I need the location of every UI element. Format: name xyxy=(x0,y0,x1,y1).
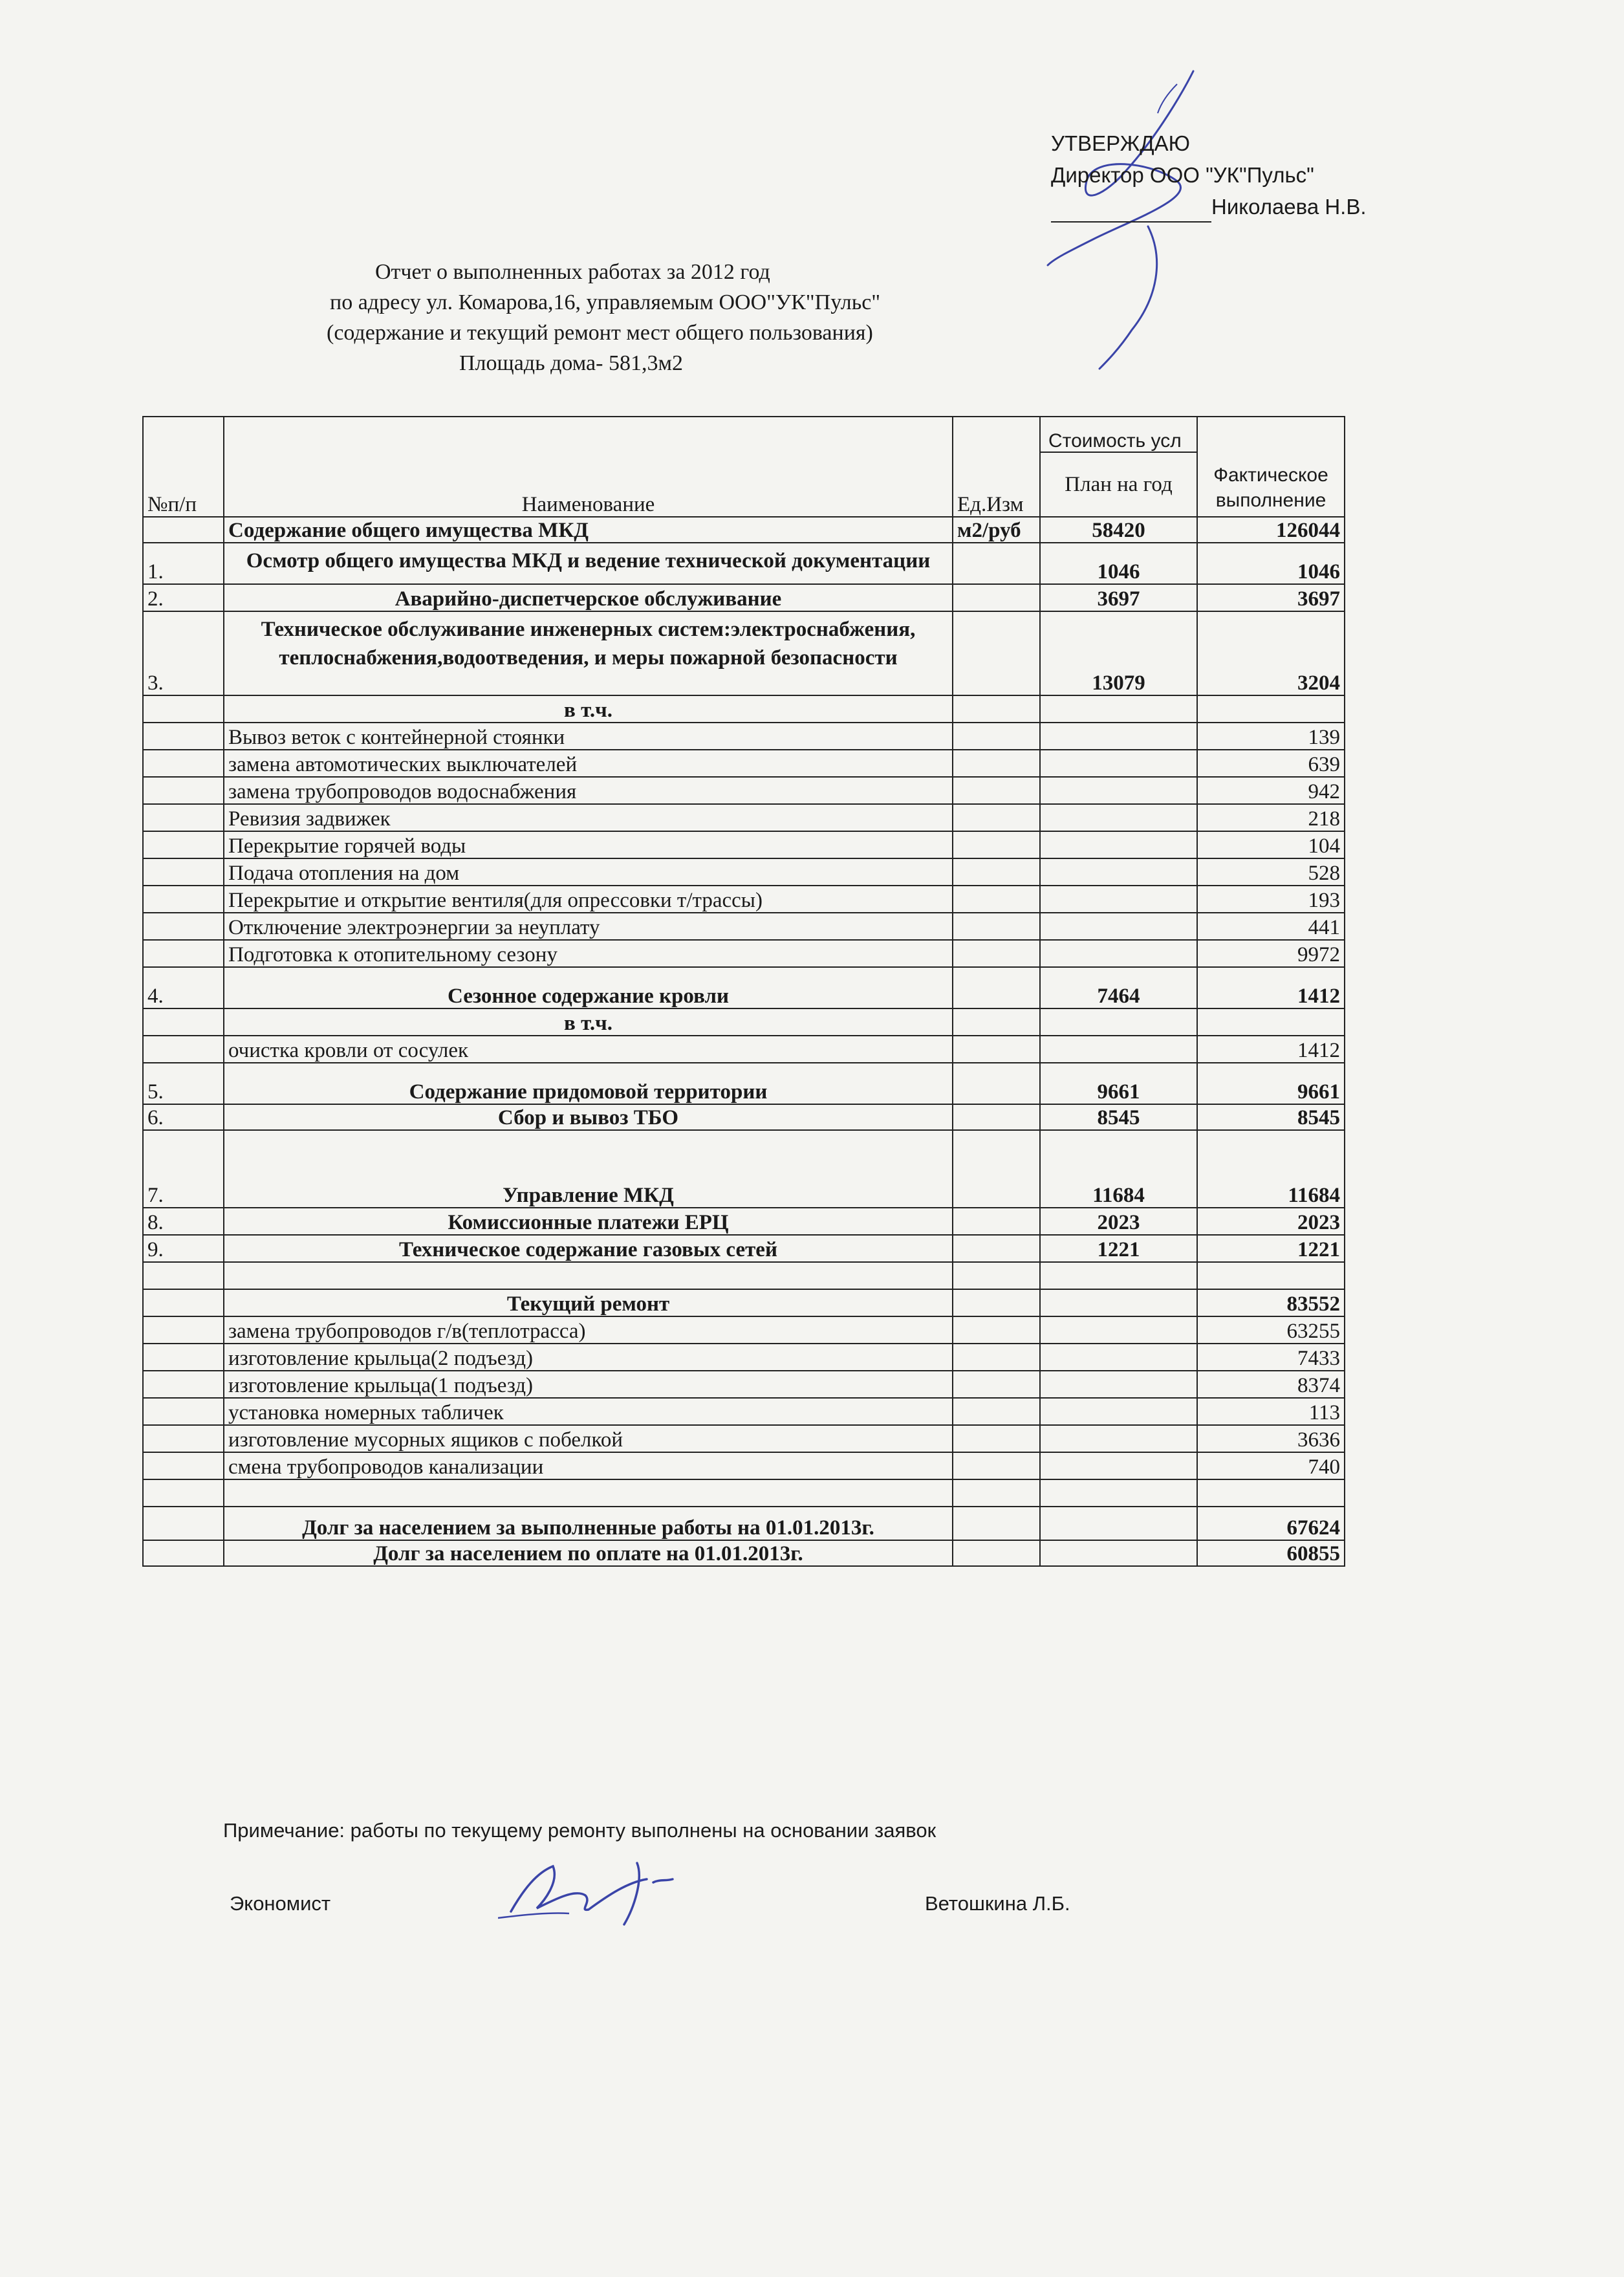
cell-fact: 8374 xyxy=(1197,1371,1345,1398)
cell-num xyxy=(143,750,224,777)
cell-plan xyxy=(1040,1262,1197,1289)
cell-unit xyxy=(953,611,1040,695)
cell-plan xyxy=(1040,913,1197,940)
cell-plan: 7464 xyxy=(1040,967,1197,1008)
cell-num xyxy=(143,886,224,913)
cell-plan: 13079 xyxy=(1040,611,1197,695)
table-row xyxy=(143,858,1345,886)
table-row xyxy=(143,1289,1345,1316)
cell-unit xyxy=(953,1371,1040,1398)
approval-title: УТВЕРЖДАЮ xyxy=(1051,131,1190,155)
cell-name: Отключение электроэнергии за неуплату xyxy=(224,913,953,940)
cell-name xyxy=(224,1479,953,1507)
header-fact: Фактическое выполнение xyxy=(1197,417,1345,517)
table-row xyxy=(143,1063,1345,1104)
table-row xyxy=(143,831,1345,858)
cell-unit xyxy=(953,858,1040,886)
cell-num: 5. xyxy=(143,1063,224,1104)
cell-unit xyxy=(953,1316,1040,1344)
cell-plan: 1221 xyxy=(1040,1235,1197,1262)
table-row xyxy=(143,517,1345,543)
approval-position: Директор ООО "УК"Пульс" xyxy=(1051,162,1314,187)
cell-fact: 9972 xyxy=(1197,940,1345,967)
cell-num: 1. xyxy=(143,543,224,584)
cell-unit xyxy=(953,1262,1040,1289)
cell-unit xyxy=(953,543,1040,584)
report-title: Отчет о выполненных работах за 2012 год xyxy=(375,260,770,284)
table-row xyxy=(143,1344,1345,1371)
cell-name: Ревизия задвижек xyxy=(224,804,953,831)
cell-plan: 8545 xyxy=(1040,1104,1197,1130)
cell-name: Аварийно-диспетчерское обслуживание xyxy=(224,584,953,611)
table-row xyxy=(143,1316,1345,1344)
cell-fact: 1221 xyxy=(1197,1235,1345,1262)
cell-unit xyxy=(953,777,1040,804)
cell-plan xyxy=(1040,723,1197,750)
cell-name: изготовление мусорных ящиков с побелкой xyxy=(224,1425,953,1452)
table-row xyxy=(143,777,1345,804)
cell-name: Долг за населением за выполненные работы на 01.01.2013г. xyxy=(224,1507,953,1540)
cell-plan xyxy=(1040,831,1197,858)
cell-num xyxy=(143,831,224,858)
cell-unit xyxy=(953,967,1040,1008)
table-row xyxy=(143,940,1345,967)
cell-fact: 7433 xyxy=(1197,1344,1345,1371)
cell-num xyxy=(143,1008,224,1036)
cell-plan xyxy=(1040,886,1197,913)
cell-num xyxy=(143,1540,224,1566)
cell-fact: 639 xyxy=(1197,750,1345,777)
cell-num xyxy=(143,695,224,723)
cell-unit xyxy=(953,1289,1040,1316)
cell-num xyxy=(143,1344,224,1371)
cell-name: очистка кровли от сосулек xyxy=(224,1036,953,1063)
cell-unit xyxy=(953,1344,1040,1371)
cell-plan: 58420 xyxy=(1040,517,1197,543)
cell-fact: 63255 xyxy=(1197,1316,1345,1344)
cell-fact: 11684 xyxy=(1197,1130,1345,1208)
cell-name: Перекрытие и открытие вентиля(для опрессовки т/трассы) xyxy=(224,886,953,913)
report-address: по адресу ул. Комарова,16, управляемым ООО"УК"Пульс" xyxy=(330,290,881,314)
cell-unit xyxy=(953,913,1040,940)
cell-plan: 11684 xyxy=(1040,1130,1197,1208)
cell-plan xyxy=(1040,1289,1197,1316)
cell-name: замена трубопроводов г/в(теплотрасса) xyxy=(224,1316,953,1344)
cell-fact xyxy=(1197,695,1345,723)
cell-num xyxy=(143,1289,224,1316)
cell-fact: 60855 xyxy=(1197,1540,1345,1566)
cell-num: 7. xyxy=(143,1130,224,1208)
cell-unit xyxy=(953,1208,1040,1235)
cell-name: замена трубопроводов водоснабжения xyxy=(224,777,953,804)
cell-unit xyxy=(953,584,1040,611)
cell-name: Техническое обслуживание инженерных систем:электроснабжения, теплоснабжения,водоотведения, и меры пожарной безопасности xyxy=(224,611,953,695)
cell-fact: 139 xyxy=(1197,723,1345,750)
cell-unit xyxy=(953,1235,1040,1262)
cell-num xyxy=(143,1479,224,1507)
cell-fact: 104 xyxy=(1197,831,1345,858)
table-row xyxy=(143,1425,1345,1452)
cell-num: 2. xyxy=(143,584,224,611)
table-row xyxy=(143,886,1345,913)
cell-plan xyxy=(1040,777,1197,804)
report-heading xyxy=(310,257,957,379)
cell-name: изготовление крыльца(1 подъезд) xyxy=(224,1371,953,1398)
table-row xyxy=(143,750,1345,777)
cell-plan xyxy=(1040,1344,1197,1371)
cell-fact: 8545 xyxy=(1197,1104,1345,1130)
cell-num xyxy=(143,913,224,940)
cell-plan: 9661 xyxy=(1040,1063,1197,1104)
cell-fact: 218 xyxy=(1197,804,1345,831)
cell-fact: 3204 xyxy=(1197,611,1345,695)
cell-name: изготовление крыльца(2 подъезд) xyxy=(224,1344,953,1371)
cell-plan xyxy=(1040,1008,1197,1036)
cell-fact: 126044 xyxy=(1197,517,1345,543)
cell-unit xyxy=(953,1452,1040,1479)
cell-fact xyxy=(1197,1008,1345,1036)
cell-plan: 3697 xyxy=(1040,584,1197,611)
header-plan: План на год xyxy=(1040,452,1197,517)
cell-unit xyxy=(953,1104,1040,1130)
cell-plan xyxy=(1040,1398,1197,1425)
report-table xyxy=(142,416,1345,1567)
cell-fact: 441 xyxy=(1197,913,1345,940)
header-name: Наименование xyxy=(224,417,953,517)
cell-fact: 83552 xyxy=(1197,1289,1345,1316)
cell-plan: 2023 xyxy=(1040,1208,1197,1235)
cell-fact: 193 xyxy=(1197,886,1345,913)
cell-num xyxy=(143,777,224,804)
table-row xyxy=(143,611,1345,695)
cell-num xyxy=(143,858,224,886)
cell-num xyxy=(143,1425,224,1452)
cell-fact: 1046 xyxy=(1197,543,1345,584)
cell-name: смена трубопроводов канализации xyxy=(224,1452,953,1479)
table-row xyxy=(143,1104,1345,1130)
cell-name: Сезонное содержание кровли xyxy=(224,967,953,1008)
cell-unit xyxy=(953,723,1040,750)
cell-num xyxy=(143,1036,224,1063)
cell-plan xyxy=(1040,695,1197,723)
footer-note: Примечание: работы по текущему ремонту выполнены на основании заявок xyxy=(223,1819,937,1842)
table-row xyxy=(143,1452,1345,1479)
cell-name: Управление МКД xyxy=(224,1130,953,1208)
cell-plan: 1046 xyxy=(1040,543,1197,584)
report-area: Площадь дома- 581,3м2 xyxy=(459,351,683,375)
table-header-row xyxy=(143,417,1345,452)
cell-name: Вывоз веток с контейнерной стоянки xyxy=(224,723,953,750)
cell-fact xyxy=(1197,1479,1345,1507)
cell-plan xyxy=(1040,1036,1197,1063)
cell-unit xyxy=(953,804,1040,831)
cell-plan xyxy=(1040,1425,1197,1452)
cell-plan xyxy=(1040,858,1197,886)
cell-num: 6. xyxy=(143,1104,224,1130)
cell-plan xyxy=(1040,1371,1197,1398)
cell-unit xyxy=(953,1398,1040,1425)
cell-num xyxy=(143,940,224,967)
cell-plan xyxy=(1040,1316,1197,1344)
economist-signature xyxy=(498,1850,711,1934)
table-row xyxy=(143,1235,1345,1262)
footer-position: Экономист xyxy=(230,1892,331,1915)
cell-unit xyxy=(953,1425,1040,1452)
table-row xyxy=(143,1008,1345,1036)
table-row xyxy=(143,1130,1345,1208)
cell-plan xyxy=(1040,1507,1197,1540)
table-row xyxy=(143,1540,1345,1566)
cell-fact: 740 xyxy=(1197,1452,1345,1479)
cell-plan xyxy=(1040,1540,1197,1566)
cell-num xyxy=(143,1398,224,1425)
approval-signature-line xyxy=(1051,191,1367,223)
table-row xyxy=(143,723,1345,750)
cell-name: установка номерных табличек xyxy=(224,1398,953,1425)
cell-fact: 3636 xyxy=(1197,1425,1345,1452)
cell-name: замена автомотических выключателей xyxy=(224,750,953,777)
header-num: №п/п xyxy=(143,417,224,517)
cell-name: в т.ч. xyxy=(224,695,953,723)
cell-name: Содержание общего имущества МКД xyxy=(224,517,953,543)
cell-num xyxy=(143,517,224,543)
cell-unit xyxy=(953,831,1040,858)
cell-num xyxy=(143,1262,224,1289)
cell-unit: м2/руб xyxy=(953,517,1040,543)
table-row xyxy=(143,967,1345,1008)
table-row xyxy=(143,1507,1345,1540)
cell-unit xyxy=(953,750,1040,777)
cell-fact: 942 xyxy=(1197,777,1345,804)
cell-num: 4. xyxy=(143,967,224,1008)
cell-name: Текущий ремонт xyxy=(224,1289,953,1316)
table-row xyxy=(143,1262,1345,1289)
cell-fact xyxy=(1197,1262,1345,1289)
report-scope: (содержание и текущий ремонт мест общего пользования) xyxy=(327,320,873,345)
cell-unit xyxy=(953,1036,1040,1063)
cell-fact: 1412 xyxy=(1197,1036,1345,1063)
cell-num: 9. xyxy=(143,1235,224,1262)
table-row xyxy=(143,1371,1345,1398)
cell-unit xyxy=(953,886,1040,913)
cell-name: Комиссионные платежи ЕРЦ xyxy=(224,1208,953,1235)
footer-person: Ветошкина Л.Б. xyxy=(925,1892,1070,1915)
cell-name: Осмотр общего имущества МКД и ведение технической документации xyxy=(224,543,953,584)
cell-plan xyxy=(1040,1479,1197,1507)
cell-name: Подготовка к отопительному сезону xyxy=(224,940,953,967)
header-cost: Стоимость усл xyxy=(1040,417,1197,452)
cell-name: в т.ч. xyxy=(224,1008,953,1036)
cell-name: Подача отопления на дом xyxy=(224,858,953,886)
cell-num xyxy=(143,1507,224,1540)
cell-unit xyxy=(953,940,1040,967)
cell-plan xyxy=(1040,1452,1197,1479)
cell-name: Содержание придомовой территории xyxy=(224,1063,953,1104)
table-row xyxy=(143,543,1345,584)
cell-num xyxy=(143,723,224,750)
cell-name xyxy=(224,1262,953,1289)
cell-unit xyxy=(953,1507,1040,1540)
table-row xyxy=(143,695,1345,723)
cell-unit xyxy=(953,1130,1040,1208)
cell-num xyxy=(143,804,224,831)
approval-name: Николаева Н.В. xyxy=(1211,194,1367,219)
cell-fact: 113 xyxy=(1197,1398,1345,1425)
table-row xyxy=(143,1208,1345,1235)
table-row xyxy=(143,584,1345,611)
cell-plan xyxy=(1040,940,1197,967)
cell-fact: 9661 xyxy=(1197,1063,1345,1104)
cell-plan xyxy=(1040,750,1197,777)
cell-name: Перекрытие горячей воды xyxy=(224,831,953,858)
cell-unit xyxy=(953,1479,1040,1507)
cell-name: Сбор и вывоз ТБО xyxy=(224,1104,953,1130)
approval-block xyxy=(1051,128,1367,223)
table-row xyxy=(143,913,1345,940)
header-unit: Ед.Изм xyxy=(953,417,1040,517)
cell-fact: 528 xyxy=(1197,858,1345,886)
table-row xyxy=(143,804,1345,831)
cell-fact: 67624 xyxy=(1197,1507,1345,1540)
cell-plan xyxy=(1040,804,1197,831)
cell-fact: 1412 xyxy=(1197,967,1345,1008)
cell-name: Долг за населением по оплате на 01.01.2013г. xyxy=(224,1540,953,1566)
cell-fact: 3697 xyxy=(1197,584,1345,611)
cell-name: Техническое содержание газовых сетей xyxy=(224,1235,953,1262)
cell-unit xyxy=(953,695,1040,723)
cell-num xyxy=(143,1316,224,1344)
table-row xyxy=(143,1036,1345,1063)
cell-num xyxy=(143,1371,224,1398)
cell-num: 8. xyxy=(143,1208,224,1235)
table-row xyxy=(143,1479,1345,1507)
cell-num xyxy=(143,1452,224,1479)
cell-unit xyxy=(953,1540,1040,1566)
cell-fact: 2023 xyxy=(1197,1208,1345,1235)
cell-num: 3. xyxy=(143,611,224,695)
cell-unit xyxy=(953,1063,1040,1104)
table-row xyxy=(143,1398,1345,1425)
signature-underline xyxy=(1051,199,1211,223)
cell-unit xyxy=(953,1008,1040,1036)
